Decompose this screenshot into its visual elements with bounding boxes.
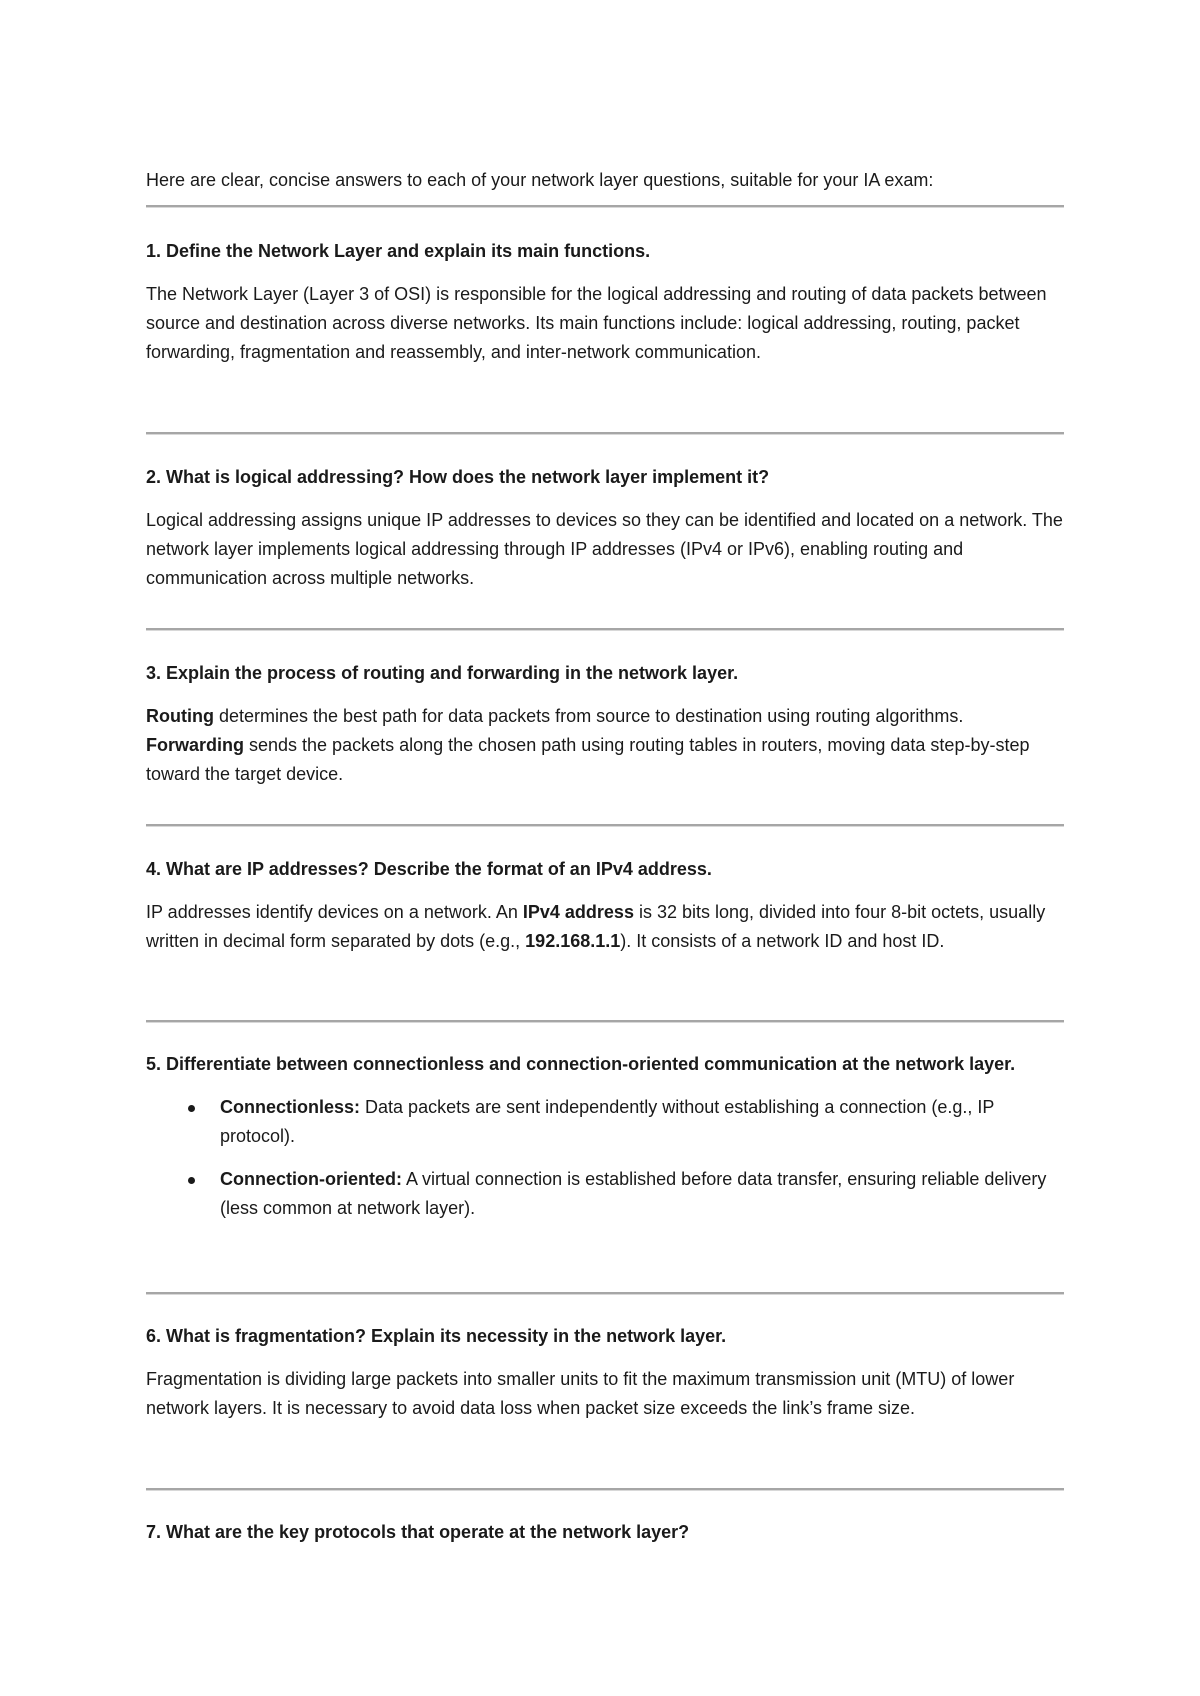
bullet-icon: [188, 1177, 195, 1184]
question-title: 5. Differentiate between connectionless and connection-oriented communication at the network layer.: [146, 1054, 1016, 1074]
question-title: 3. Explain the process of routing and forwarding in the network layer.: [146, 663, 739, 683]
bullet-icon: [188, 1105, 195, 1112]
bullet-item: [146, 1165, 1064, 1223]
term-example-ip: 192.168.1.1: [525, 931, 621, 951]
horizontal-rule: [146, 628, 1064, 631]
term-ipv4-address: IPv4 address: [522, 902, 634, 922]
bullet-list: [146, 1093, 1064, 1223]
bullet-text: Data packets are sent independently without establishing a connection (e.g., IP protocol).: [220, 1097, 995, 1146]
bullet-term: Connectionless:: [220, 1097, 361, 1117]
question-title: 7. What are the key protocols that operate at the network layer?: [146, 1522, 690, 1542]
answer-text: Fragmentation is dividing large packets into smaller units to fit the maximum transmission unit (MTU) of lower network layers. It is necessary to avoid data loss when packet size exceeds the link’s frame size.: [146, 1369, 1015, 1418]
horizontal-rule: [146, 1292, 1064, 1295]
bullet-text: A virtual connection is established before data transfer, ensuring reliable delivery (less common at network layer).: [220, 1169, 1047, 1218]
horizontal-rule: [146, 1020, 1064, 1023]
horizontal-rule: [146, 1488, 1064, 1491]
answer-fragment: ). It consists of a network ID and host ID.: [620, 931, 945, 951]
answer-fragment: IP addresses identify devices on a network. An: [146, 902, 523, 922]
section-1: [146, 237, 1064, 367]
answer-text: The Network Layer (Layer 3 of OSI) is responsible for the logical addressing and routing of data packets between source and destination across diverse networks. Its main functions include: logical addressing, routing, packet forwarding, fragmentation and reassembly, and inter-network communication.: [146, 284, 1047, 362]
section-7: [146, 1518, 1064, 1561]
bullet-term: Connection-oriented:: [220, 1169, 402, 1189]
horizontal-rule: [146, 432, 1064, 435]
intro-text: Here are clear, concise answers to each of your network layer questions, suitable for your IA exam:: [146, 170, 934, 190]
answer-fragment: determines the best path for data packets from source to destination using routing algorithms.: [213, 706, 964, 726]
term-routing: Routing: [146, 706, 214, 726]
section-5: [146, 1050, 1064, 1237]
term-forwarding: Forwarding: [146, 735, 244, 755]
question-title: 1. Define the Network Layer and explain its main functions.: [146, 241, 651, 261]
question-title: 2. What is logical addressing? How does the network layer implement it?: [146, 467, 770, 487]
bullet-item: [146, 1093, 1064, 1151]
answer-fragment: is 32 bits long, divided into four 8-bit octets, usually written in decimal form separated by dots (e.g.,: [146, 902, 1046, 951]
section-4: [146, 855, 1064, 956]
answer-fragment: sends the packets along the chosen path using routing tables in routers, moving data step-by-step toward the target device.: [146, 735, 1030, 784]
horizontal-rule: [146, 205, 1064, 208]
horizontal-rule: [146, 824, 1064, 827]
answer-text: [146, 898, 1064, 956]
answer-text: Logical addressing assigns unique IP addresses to devices so they can be identified and located on a network. The network layer implements logical addressing through IP addresses (IPv4 or IPv6), enabling routing and communication across multiple networks.: [146, 510, 1063, 588]
section-2: [146, 463, 1064, 593]
question-title: 6. What is fragmentation? Explain its necessity in the network layer.: [146, 1326, 727, 1346]
section-3: [146, 659, 1064, 789]
question-title: 4. What are IP addresses? Describe the format of an IPv4 address.: [146, 859, 712, 879]
section-6: [146, 1322, 1064, 1423]
answer-text: [146, 702, 1064, 789]
